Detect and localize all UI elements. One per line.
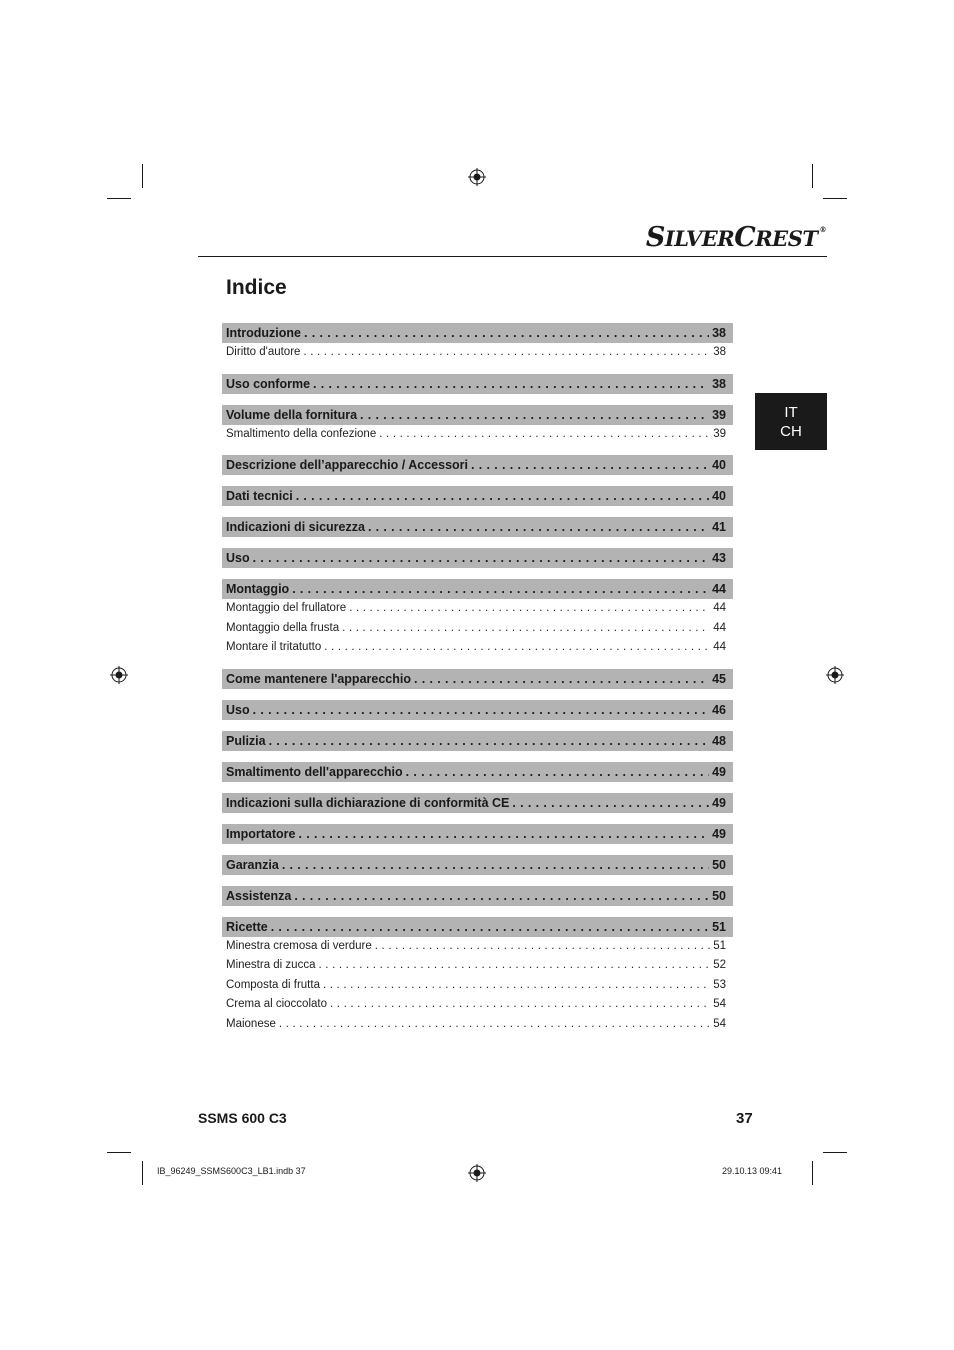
toc-leader-dots xyxy=(414,669,709,689)
toc-leader-dots xyxy=(324,638,710,658)
toc-leader-dots xyxy=(271,917,709,937)
toc-subsection-row[interactable] xyxy=(222,976,733,996)
toc-section-row[interactable] xyxy=(222,793,733,813)
toc-entry-title: Montaggio xyxy=(226,579,289,599)
table-of-contents xyxy=(222,323,733,1034)
toc-subsection-row[interactable] xyxy=(222,343,733,363)
toc-leader-dots xyxy=(253,700,709,720)
toc-entry-title: Uso xyxy=(226,548,250,568)
toc-entry-title: Uso conforme xyxy=(226,374,310,394)
toc-page-number: 51 xyxy=(713,939,726,952)
toc-entry-title: Importatore xyxy=(226,824,295,844)
toc-leader-dots xyxy=(313,374,709,394)
toc-page-number: 44 xyxy=(712,579,726,599)
toc-page-number: 48 xyxy=(712,731,726,751)
crop-mark xyxy=(823,1152,847,1153)
toc-entry-title: Smaltimento della confezione xyxy=(226,427,377,440)
toc-leader-dots xyxy=(294,886,709,906)
language-tab xyxy=(755,393,827,450)
country-code-ch: CH xyxy=(780,422,802,440)
toc-leader-dots xyxy=(349,599,710,619)
toc-subsection-row[interactable] xyxy=(222,995,733,1015)
toc-leader-dots xyxy=(292,579,709,599)
toc-leader-dots xyxy=(323,976,710,996)
toc-leader-dots xyxy=(303,343,710,363)
crop-mark xyxy=(142,164,143,188)
toc-section-row[interactable] xyxy=(222,700,733,720)
page-title: Indice xyxy=(226,276,287,299)
toc-entry-title: Volume della fornitura xyxy=(226,405,357,425)
print-slug-file: IB_96249_SSMS600C3_LB1.indb 37 xyxy=(157,1166,306,1176)
toc-page-number: 49 xyxy=(712,824,726,844)
toc-entry-title: Smaltimento dell'apparecchio xyxy=(226,762,403,782)
toc-entry-title: Montaggio del frullatore xyxy=(226,602,347,614)
registration-mark-icon xyxy=(110,666,128,684)
toc-entry-title: Pulizia xyxy=(226,731,266,751)
toc-entry-title: Diritto d'autore xyxy=(226,346,301,358)
toc-page-number: 51 xyxy=(712,917,726,937)
crop-mark xyxy=(812,1161,813,1185)
toc-subsection-row[interactable] xyxy=(222,1015,733,1035)
toc-page-number: 40 xyxy=(712,455,726,475)
crop-mark xyxy=(812,164,813,188)
toc-section-row[interactable] xyxy=(222,374,733,394)
toc-subsection-row[interactable] xyxy=(222,425,733,445)
toc-section-row[interactable] xyxy=(222,886,733,906)
toc-section-row[interactable] xyxy=(222,455,733,475)
toc-entry-title: Indicazioni sulla dichiarazione di conformità CE xyxy=(226,793,509,813)
toc-page-number: 50 xyxy=(712,886,726,906)
toc-page-number: 38 xyxy=(712,323,726,343)
toc-leader-dots xyxy=(379,425,710,445)
toc-entry-title: Maionese xyxy=(226,1017,276,1030)
toc-page-number: 49 xyxy=(712,762,726,782)
toc-page-number: 49 xyxy=(712,793,726,813)
toc-leader-dots xyxy=(512,793,709,813)
toc-entry-title: Indicazioni di sicurezza xyxy=(226,517,365,537)
toc-page-number: 39 xyxy=(713,427,726,440)
registration-mark-icon xyxy=(468,1164,486,1182)
toc-entry-title: Minestra cremosa di verdure xyxy=(226,939,372,952)
toc-leader-dots xyxy=(406,762,709,782)
toc-page-number: 44 xyxy=(713,641,726,653)
toc-page-number: 46 xyxy=(712,700,726,720)
toc-page-number: 44 xyxy=(713,621,726,634)
toc-subsection-row[interactable] xyxy=(222,956,733,976)
toc-leader-dots xyxy=(342,619,710,639)
silvercrest-logo: S ILVER C REST ® xyxy=(645,222,826,253)
toc-page-number: 54 xyxy=(713,1017,726,1030)
toc-entry-title: Uso xyxy=(226,700,250,720)
toc-page-number: 52 xyxy=(713,959,726,971)
crop-mark xyxy=(107,1152,131,1153)
language-code-it: IT xyxy=(784,403,798,421)
toc-section-row[interactable] xyxy=(222,548,733,568)
toc-section-row[interactable] xyxy=(222,323,733,343)
toc-leader-dots xyxy=(282,855,709,875)
toc-section-row[interactable] xyxy=(222,669,733,689)
toc-entry-title: Crema al cioccolato xyxy=(226,998,327,1010)
toc-leader-dots xyxy=(360,405,709,425)
toc-page-number: 44 xyxy=(713,602,726,614)
toc-leader-dots xyxy=(253,548,709,568)
crop-mark xyxy=(823,198,847,199)
crop-mark xyxy=(142,1161,143,1185)
toc-entry-title: Dati tecnici xyxy=(226,486,293,506)
toc-page-number: 40 xyxy=(712,486,726,506)
page-number: 37 xyxy=(736,1110,753,1127)
toc-entry-title: Montaggio della frusta xyxy=(226,621,340,634)
toc-leader-dots xyxy=(296,486,709,506)
toc-page-number: 43 xyxy=(712,548,726,568)
toc-leader-dots xyxy=(375,937,710,957)
toc-section-row[interactable] xyxy=(222,824,733,844)
toc-leader-dots xyxy=(298,824,709,844)
toc-entry-title: Descrizione dell’apparecchio / Accessori xyxy=(226,455,468,475)
toc-page-number: 45 xyxy=(712,669,726,689)
toc-section-row[interactable] xyxy=(222,917,733,937)
header-rule xyxy=(198,256,827,257)
print-slug-date: 29.10.13 09:41 xyxy=(722,1166,783,1176)
toc-subsection-row[interactable] xyxy=(222,937,733,957)
toc-leader-dots xyxy=(368,517,709,537)
toc-page-number: 50 xyxy=(712,855,726,875)
registration-mark-icon xyxy=(468,168,486,186)
toc-entry-title: Garanzia xyxy=(226,855,279,875)
toc-entry-title: Montare il tritatutto xyxy=(226,641,322,653)
toc-page-number: 41 xyxy=(712,517,726,537)
toc-entry-title: Assistenza xyxy=(226,886,291,906)
toc-section-row[interactable] xyxy=(222,517,733,537)
toc-page-number: 38 xyxy=(712,374,726,394)
toc-leader-dots xyxy=(269,731,710,751)
toc-section-row[interactable] xyxy=(222,762,733,782)
toc-page-number: 53 xyxy=(713,978,726,991)
toc-leader-dots xyxy=(330,995,710,1015)
toc-leader-dots xyxy=(304,323,709,343)
toc-subsection-row[interactable] xyxy=(222,599,733,619)
toc-page-number: 38 xyxy=(713,346,726,358)
toc-page-number: 54 xyxy=(713,998,726,1010)
toc-entry-title: Ricette xyxy=(226,917,268,937)
toc-entry-title: Composta di frutta xyxy=(226,978,320,991)
toc-leader-dots xyxy=(279,1015,710,1035)
toc-page-number: 39 xyxy=(712,405,726,425)
toc-leader-dots xyxy=(318,956,710,976)
toc-entry-title: Come mantenere l'apparecchio xyxy=(226,669,411,689)
toc-section-row[interactable] xyxy=(222,731,733,751)
toc-section-row[interactable] xyxy=(222,486,733,506)
model-number: SSMS 600 C3 xyxy=(198,1110,287,1126)
toc-subsection-row[interactable] xyxy=(222,619,733,639)
toc-leader-dots xyxy=(471,455,709,475)
toc-entry-title: Introduzione xyxy=(226,323,301,343)
toc-section-row[interactable] xyxy=(222,579,733,599)
crop-mark xyxy=(107,198,131,199)
toc-section-row[interactable] xyxy=(222,855,733,875)
toc-entry-title: Minestra di zucca xyxy=(226,959,316,971)
toc-section-row[interactable] xyxy=(222,405,733,425)
registration-mark-icon xyxy=(826,666,844,684)
toc-subsection-row[interactable] xyxy=(222,638,733,658)
